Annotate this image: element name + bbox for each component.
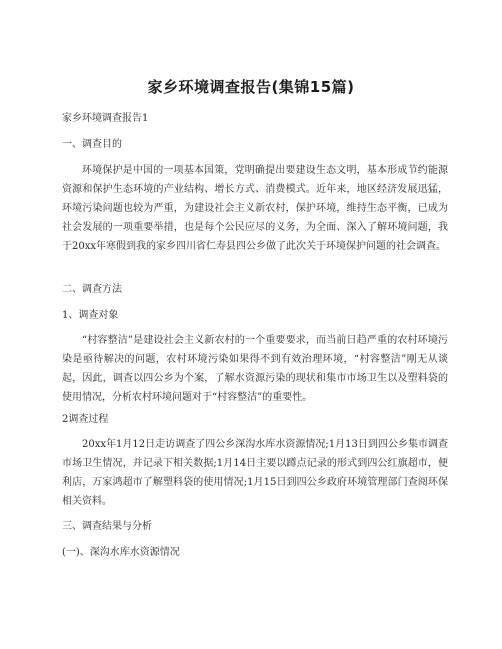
section-1-paragraph: 环境保护是中国的一项基本国策，党明确提出要建设生态文明，基本形成节约能源资源和保护生态环境的产业结构、增长方式、消费模式。近年来，地区经济发展迅猛，环境污染问题也较为严重，为建设社会主义新农村，保护环境，维持生态平衡，已成为社会发展的一项重要举措，也是每个公民应尽的义务，为全面、深入了解环境问题，我于20xx年寒假到我的家乡四川省仁寿县四公乡做了此次关于环境保护问题的社会调查。	[62, 165, 448, 252]
subsection-3-heading: (一)、深沟水库水资源情况	[62, 547, 180, 558]
subsection-2-paragraph: 20xx年1月12日走访调查了四公乡深沟水库水资源情况;1月13日到四公乡集市调查市场卫生情况，并记录下相关数据;1月14日主要以蹲点记录的形式到四公红旗超市，便利店，万家鸿超市了解塑料袋的使用情况;1月15日到四公乡政府环境管理部门查阅环保相关资料。	[62, 439, 448, 507]
subsection-1-paragraph: “村容整洁”是建设社会主义新农村的一个重要要求，而当前日趋严重的农村环境污染是亟待解决的问题，农村环境污染如果得不到有效治理环境，“村容整洁”刚无从谈起，因此，调查以四公乡为个案，了解水资源污染的现状和集市市场卫生以及塑料袋的使用情况，分析农村环境问题对于“村容整洁”的重要性。	[62, 335, 448, 403]
document-title: 家乡环境调查报告(集锦15篇)	[147, 78, 355, 96]
section-3-heading: 三、调查结果与分析	[62, 521, 152, 532]
section-1-heading: 一、调查目的	[62, 139, 122, 150]
subsection-2-heading: 2调查过程	[62, 414, 109, 425]
subsection-1-heading: 1、调查对象	[62, 310, 119, 321]
section-2-heading: 二、调查方法	[62, 284, 122, 295]
report-subtitle: 家乡环境调查报告1	[62, 113, 149, 124]
